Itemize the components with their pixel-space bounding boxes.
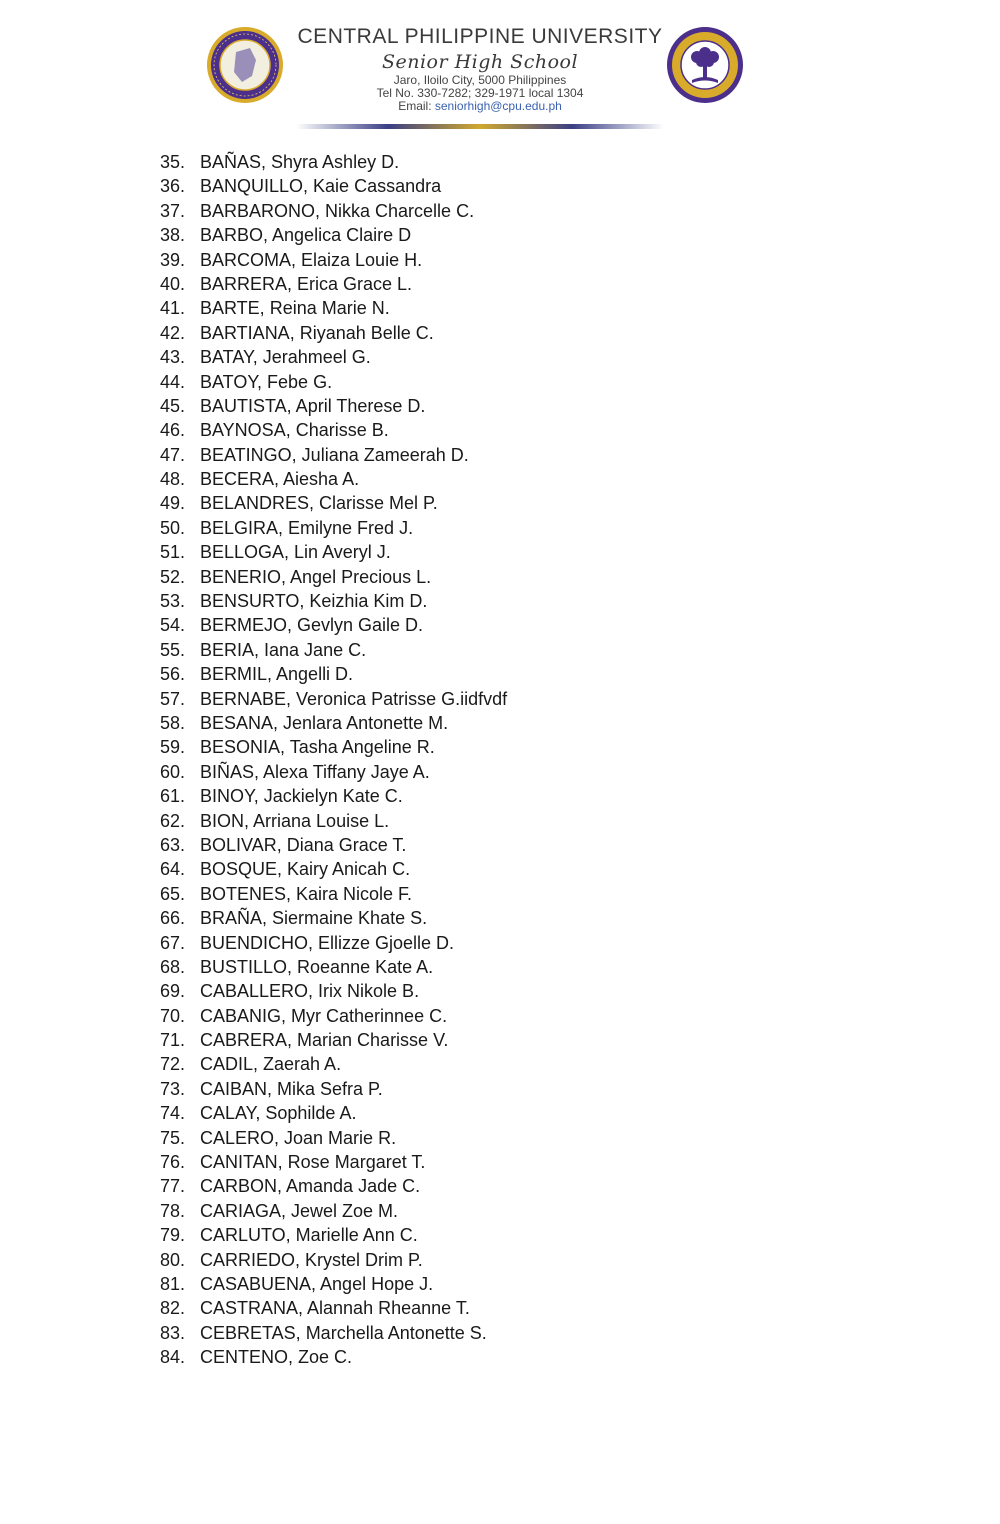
student-name: BARTIANA, Riyanah Belle C. — [200, 322, 434, 343]
student-name: BARBO, Angelica Claire D — [200, 225, 412, 246]
student-name: CARLUTO, Marielle Ann C. — [200, 1225, 418, 1246]
student-name: BARCOMA, Elaiza Louie H. — [200, 249, 423, 270]
list-item-number: 67. — [160, 932, 186, 953]
list-item — [160, 931, 507, 955]
list-item-number: 72. — [160, 1054, 186, 1075]
list-item-number: 35. — [160, 152, 186, 172]
list-item-number: 84. — [160, 1347, 186, 1368]
list-item — [160, 613, 507, 637]
list-item — [160, 150, 507, 174]
student-name: BUSTILLO, Roeanne Kate A. — [200, 956, 434, 977]
student-name: BATOY, Febe G. — [200, 371, 333, 392]
list-item — [160, 760, 507, 784]
student-name: CABRERA, Marian Charisse V. — [200, 1030, 449, 1051]
student-name: BESANA, Jenlara Antonette M. — [200, 712, 449, 733]
list-item — [160, 516, 507, 540]
student-name: BELANDRES, Clarisse Mel P. — [200, 493, 438, 514]
student-name: CARIAGA, Jewel Zoe M. — [200, 1200, 399, 1221]
list-item — [160, 1028, 507, 1052]
list-item-number: 44. — [160, 371, 186, 392]
list-item-number: 70. — [160, 1005, 186, 1026]
student-name: CANITAN, Rose Margaret T. — [200, 1152, 426, 1173]
student-name: CAIBAN, Mika Sefra P. — [200, 1078, 383, 1099]
student-name: BERMIL, Angelli D. — [200, 664, 354, 685]
student-name: CASABUENA, Angel Hope J. — [200, 1273, 434, 1294]
list-item — [160, 223, 507, 247]
list-item-number: 62. — [160, 810, 186, 831]
list-item — [160, 1199, 507, 1223]
list-item — [160, 418, 507, 442]
list-item-number: 41. — [160, 298, 186, 319]
list-item — [160, 248, 507, 272]
list-item — [160, 370, 507, 394]
list-item — [160, 1174, 507, 1198]
list-item — [160, 296, 507, 320]
list-item — [160, 1272, 507, 1296]
student-name: CENTENO, Zoe C. — [200, 1347, 353, 1368]
student-name: BARRERA, Erica Grace L. — [200, 273, 413, 294]
list-item — [160, 857, 507, 881]
list-item — [160, 321, 507, 345]
list-item-number: 75. — [160, 1127, 186, 1148]
list-item — [160, 589, 507, 613]
school-name: Senior High School — [381, 51, 579, 73]
student-name: BANQUILLO, Kaie Cassandra — [200, 176, 442, 197]
list-item-number: 79. — [160, 1225, 186, 1246]
list-item-number: 51. — [160, 542, 186, 563]
list-item — [160, 1126, 507, 1150]
list-item-number: 77. — [160, 1176, 186, 1197]
student-name: BEATINGO, Juliana Zameerah D. — [200, 444, 469, 465]
list-item — [160, 1296, 507, 1320]
list-item-number: 38. — [160, 225, 186, 246]
list-item-number: 61. — [160, 786, 186, 807]
student-name: BAYNOSA, Charisse B. — [200, 420, 389, 441]
email-label: Email: — [398, 99, 432, 113]
student-name: BARBARONO, Nikka Charcelle C. — [200, 200, 475, 221]
student-name: CALERO, Joan Marie R. — [200, 1127, 397, 1148]
list-item-number: 40. — [160, 273, 186, 294]
list-item — [160, 687, 507, 711]
list-item-number: 54. — [160, 615, 186, 636]
school-address: Jaro, Iloilo City, 5000 Philippines — [393, 73, 567, 87]
list-item — [160, 906, 507, 930]
list-item-number: 56. — [160, 664, 186, 685]
list-item-number: 81. — [160, 1273, 186, 1294]
student-name: BAÑAS, Shyra Ashley D. — [200, 152, 400, 172]
student-name: BOTENES, Kaira Nicole F. — [200, 883, 413, 904]
list-item-number: 60. — [160, 761, 186, 782]
list-item-number: 47. — [160, 444, 186, 465]
student-name: BIÑAS, Alexa Tiffany Jaye A. — [200, 761, 430, 782]
list-item-number: 66. — [160, 908, 186, 929]
shs-seal-logo — [666, 26, 744, 104]
list-item-number: 71. — [160, 1030, 186, 1051]
list-item — [160, 174, 507, 198]
list-item — [160, 1052, 507, 1076]
list-item — [160, 1077, 507, 1101]
list-item — [160, 540, 507, 564]
list-item — [160, 638, 507, 662]
list-item-number: 48. — [160, 469, 186, 490]
list-item — [160, 979, 507, 1003]
student-name: BENSURTO, Keizhia Kim D. — [200, 591, 428, 612]
list-item — [160, 1345, 507, 1369]
list-item — [160, 1150, 507, 1174]
list-item-number: 68. — [160, 956, 186, 977]
email-link[interactable]: seniorhigh@cpu.edu.ph — [434, 99, 562, 113]
student-name: BARTE, Reina Marie N. — [200, 298, 390, 319]
list-item-number: 52. — [160, 566, 186, 587]
student-name: BELGIRA, Emilyne Fred J. — [200, 517, 414, 538]
student-name: CARBON, Amanda Jade C. — [200, 1176, 421, 1197]
student-name: CEBRETAS, Marchella Antonette S. — [200, 1322, 487, 1343]
list-item-number: 63. — [160, 834, 186, 855]
list-item-number: 42. — [160, 322, 186, 343]
student-name: CARRIEDO, Krystel Drim P. — [200, 1249, 423, 1270]
student-name: BOLIVAR, Diana Grace T. — [200, 834, 407, 855]
letterhead — [0, 0, 1000, 140]
list-item-number: 82. — [160, 1298, 186, 1319]
cpu-seal-logo — [206, 26, 284, 104]
list-item-number: 45. — [160, 395, 186, 416]
list-item-number: 69. — [160, 981, 186, 1002]
list-item-number: 55. — [160, 639, 186, 660]
list-item-number: 57. — [160, 688, 186, 709]
list-item — [160, 711, 507, 735]
list-item-number: 46. — [160, 420, 186, 441]
student-name: BELLOGA, Lin Averyl J. — [200, 542, 391, 563]
list-item — [160, 1248, 507, 1272]
list-item — [160, 1004, 507, 1028]
list-item-number: 50. — [160, 517, 186, 538]
student-name: BECERA, Aiesha A. — [200, 469, 360, 490]
list-item — [160, 491, 507, 515]
letterhead-text — [290, 24, 670, 113]
list-item — [160, 345, 507, 369]
list-item — [160, 955, 507, 979]
list-item-number: 83. — [160, 1322, 186, 1343]
list-item-number: 74. — [160, 1103, 186, 1124]
student-name: BERIA, Iana Jane C. — [200, 639, 367, 660]
student-name: CABANIG, Myr Catherinnee C. — [200, 1005, 448, 1026]
list-item-number: 59. — [160, 737, 186, 758]
student-name: BESONIA, Tasha Angeline R. — [200, 737, 435, 758]
list-item — [160, 199, 507, 223]
list-item — [160, 809, 507, 833]
list-item-number: 65. — [160, 883, 186, 904]
university-name: CENTRAL PHILIPPINE UNIVERSITY — [297, 25, 663, 48]
list-item-number: 37. — [160, 200, 186, 221]
student-name: BERNABE, Veronica Patrisse G.iidfvdf — [200, 688, 508, 709]
student-name: CABALLERO, Irix Nikole B. — [200, 981, 420, 1002]
school-email-line — [290, 100, 670, 113]
list-item — [160, 833, 507, 857]
list-item-number: 80. — [160, 1249, 186, 1270]
student-name: BATAY, Jerahmeel G. — [200, 347, 371, 368]
list-item — [160, 394, 507, 418]
list-item — [160, 882, 507, 906]
list-item — [160, 467, 507, 491]
list-item — [160, 662, 507, 686]
list-item-number: 49. — [160, 493, 186, 514]
header-divider — [296, 124, 664, 129]
student-name: BAUTISTA, April Therese D. — [200, 395, 426, 416]
list-item-number: 64. — [160, 859, 186, 880]
student-name: BENERIO, Angel Precious L. — [200, 566, 432, 587]
list-item — [160, 1101, 507, 1125]
student-name: BION, Arriana Louise L. — [200, 810, 390, 831]
list-item — [160, 1223, 507, 1247]
list-item-number: 43. — [160, 347, 186, 368]
student-name: BUENDICHO, Ellizze Gjoelle D. — [200, 932, 455, 953]
student-name: BRAÑA, Siermaine Khate S. — [200, 908, 428, 929]
list-item-number: 76. — [160, 1152, 186, 1173]
list-item — [160, 784, 507, 808]
student-name: CADIL, Zaerah A. — [200, 1054, 342, 1075]
list-item-number: 73. — [160, 1078, 186, 1099]
list-item-number: 53. — [160, 591, 186, 612]
list-item — [160, 565, 507, 589]
school-telephone: Tel No. 330-7282; 329-1971 local 1304 — [376, 86, 584, 100]
list-item-number: 78. — [160, 1200, 186, 1221]
student-list — [160, 150, 507, 1370]
student-name: BINOY, Jackielyn Kate C. — [200, 786, 403, 807]
student-name: BOSQUE, Kairy Anicah C. — [200, 859, 411, 880]
list-item — [160, 1321, 507, 1345]
list-item-number: 36. — [160, 176, 186, 197]
list-item — [160, 735, 507, 759]
list-item-number: 58. — [160, 712, 186, 733]
student-name: CALAY, Sophilde A. — [200, 1103, 357, 1124]
student-name: CASTRANA, Alannah Rheanne T. — [200, 1298, 470, 1319]
list-item — [160, 443, 507, 467]
student-name: BERMEJO, Gevlyn Gaile D. — [200, 615, 424, 636]
list-item — [160, 272, 507, 296]
list-item-number: 39. — [160, 249, 186, 270]
